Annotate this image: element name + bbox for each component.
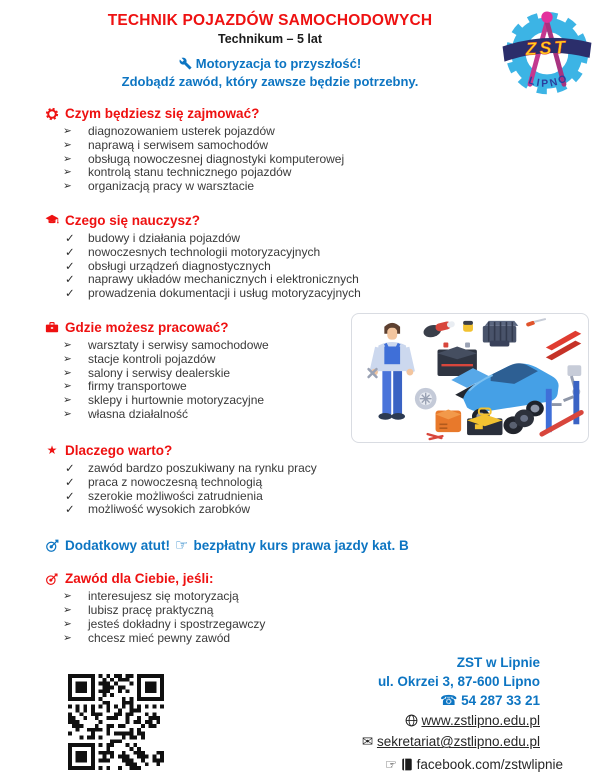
header-text (0, 12, 540, 89)
main-content (0, 89, 609, 645)
list-item: ✓ szerokie możliwości zatrudnienia (63, 490, 589, 504)
pointing-hand-icon: ☞ (385, 757, 398, 774)
list-item: ✓ praca z nowoczesną technologią (63, 476, 589, 490)
list-item: ✓ zawód bardzo poszukiwany na rynku pracy (63, 462, 589, 476)
phone-icon: ☎ (439, 693, 458, 710)
school-logo (495, 3, 599, 113)
charger (436, 409, 462, 432)
tagline (0, 56, 540, 89)
briefcase-icon (45, 320, 59, 334)
facebook-row[interactable] (362, 755, 563, 776)
star-icon: ★ (46, 443, 58, 458)
facebook-link[interactable]: facebook.com/zstwlipnie (416, 757, 563, 773)
section-list (45, 462, 589, 517)
list-item: ✓ obsługi urządzeń diagnostycznych (63, 260, 589, 274)
list-item: ➢ firmy transportowe (63, 380, 351, 394)
list-item: ➢ jesteś dokładny i spostrzegawczy (63, 618, 589, 632)
list-item: ✓ nowoczesnych technologii motoryzacyjnych (63, 246, 589, 260)
page-title: TECHNIK POJAZDÓW SAMOCHODOWYCH (107, 12, 433, 29)
footer (0, 645, 609, 776)
mechanic-workshop-illustration (351, 313, 589, 443)
list-item: ➢ kontrolą stanu technicznego pojazdów (63, 166, 589, 180)
benefit-text: bezpłatny kurs prawa jazdy kat. B (193, 537, 409, 553)
mechanic-figure (369, 323, 414, 420)
list-item: ➢ własna działalność (63, 408, 351, 422)
tape-measure (463, 321, 473, 332)
tires (503, 409, 534, 434)
section-title: Czym będziesz się zajmować? (65, 106, 260, 121)
phone-row (362, 691, 540, 711)
section-title: Gdzie możesz pracować? (65, 319, 229, 335)
section-title: Zawód dla Ciebie, jeśli: (65, 571, 214, 587)
school-name: ZST w Lipnie (456, 655, 540, 671)
email-row[interactable] (362, 732, 540, 752)
dart-target-icon (45, 572, 59, 586)
graduation-cap-icon (45, 213, 59, 227)
logo-banner-text: ZST (525, 36, 569, 60)
list-item: ➢ organizacją pracy w warsztacie (63, 180, 589, 194)
section-list (45, 232, 589, 301)
website-row[interactable] (362, 711, 540, 732)
dart-target-icon (45, 538, 60, 553)
list-item: ➢ chcesz mieć pewny zawód (63, 632, 589, 646)
section-list (45, 339, 351, 422)
section-learning (45, 213, 589, 301)
section-duties (45, 106, 589, 194)
section-why (45, 443, 589, 517)
header (0, 0, 609, 89)
list-item: ➢ stacje kontroli pojazdów (63, 353, 351, 367)
list-item: ➢ lubisz pracę praktyczną (63, 604, 589, 618)
list-item: ➢ interesujesz się motoryzacją (63, 590, 589, 604)
list-item: ✓ naprawy układów mechanicznych i elektronicznych (63, 273, 589, 287)
work-row (45, 320, 589, 443)
list-item: ➢ salony i serwisy dealerskie (63, 367, 351, 381)
contact-block (361, 653, 563, 776)
qr-code (68, 674, 164, 770)
envelope-icon: ✉ (361, 734, 374, 751)
extra-benefit-line (45, 536, 589, 554)
section-header (45, 213, 589, 228)
ramps (546, 331, 581, 361)
wrench-icon (179, 57, 192, 74)
tagline-line1 (0, 56, 540, 74)
pliers (428, 434, 443, 439)
section-header (45, 443, 589, 458)
list-item: ✓ możliwość wysokich zarobków (63, 503, 589, 517)
section-for-you (45, 571, 589, 645)
list-item: ✓ prowadzenia dokumentacji i usług motoryzacyjnych (63, 287, 589, 301)
section-list (45, 125, 589, 194)
website-link[interactable]: www.zstlipno.edu.pl (421, 713, 540, 729)
tagline-text-1: Motoryzacja to przyszłość! (195, 56, 362, 71)
car-lift (542, 381, 581, 434)
list-item: ➢ obsługą nowoczesnej diagnostyki komputerowej (63, 153, 589, 167)
section-workplaces (45, 320, 351, 422)
email-link[interactable]: sekretariat@zstlipno.edu.pl (376, 734, 540, 750)
tagline-line2: Zdobądź zawód, który zawsze będzie potrzebny. (121, 73, 419, 89)
list-item: ➢ sklepy i hurtownie motoryzacyjne (63, 394, 351, 408)
wheel (415, 388, 437, 410)
logo-bottom-text: LIPNO (526, 72, 571, 90)
engine (483, 321, 518, 347)
school-address: ul. Okrzei 3, 87-600 Lipno (377, 674, 540, 690)
gear-icon (45, 107, 59, 121)
section-title: Czego się nauczysz? (65, 212, 201, 228)
phone-number: 54 287 33 21 (461, 693, 540, 709)
section-header (45, 571, 589, 586)
car (451, 363, 558, 424)
list-item: ➢ diagnozowaniem usterek pojazdów (63, 125, 589, 139)
list-item: ➢ warsztaty i serwisy samochodowe (63, 339, 351, 353)
globe-icon (405, 713, 418, 732)
grinder (422, 320, 456, 339)
section-list (45, 590, 589, 645)
page-subtitle: Technikum – 5 lat (218, 32, 322, 46)
facebook-book-icon (401, 757, 413, 776)
list-item: ✓ budowy i działania pojazdów (63, 232, 589, 246)
screwdriver (526, 319, 546, 327)
list-item: ➢ naprawą i serwisem samochodów (63, 139, 589, 153)
section-header (45, 320, 351, 335)
section-title: Dlaczego warto? (65, 442, 173, 458)
pointing-hand-icon: ☞ (175, 536, 189, 555)
benefit-label: Dodatkowy atut! (65, 537, 171, 553)
